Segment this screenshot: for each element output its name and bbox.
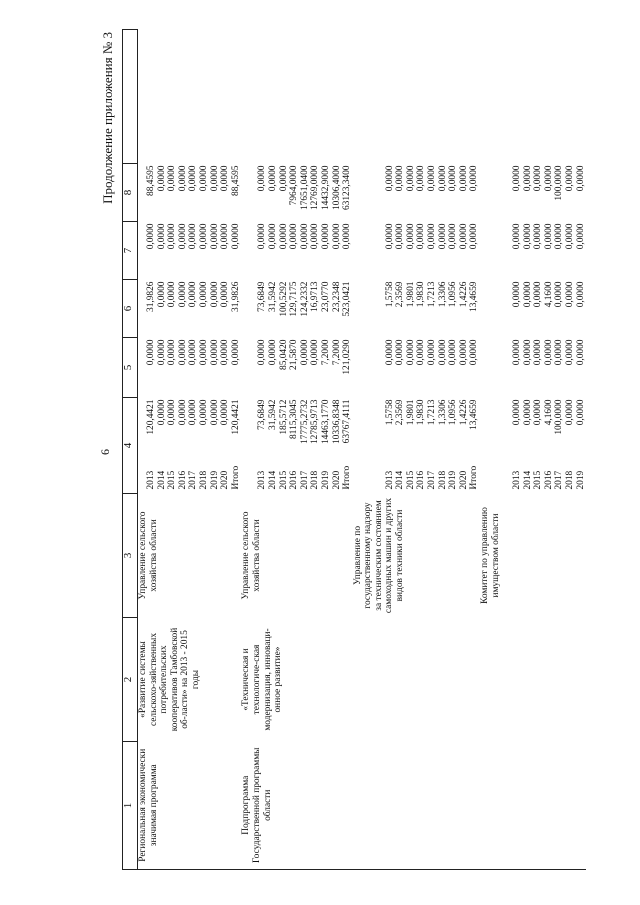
program-name-cell-text: «Техническая и технологиче-ская модернизация, инноваци-онное развитие» bbox=[241, 628, 284, 731]
total-cell-value: 8115,3045 bbox=[289, 399, 300, 439]
total-cell bbox=[480, 398, 586, 458]
local-cell-value: 0,0000 bbox=[310, 223, 321, 250]
federal-cell-value: 0,0000 bbox=[554, 339, 565, 366]
federal-cell-value: 0,0000 bbox=[257, 339, 268, 366]
local-cell-value: 0,0000 bbox=[257, 223, 268, 250]
year-cell-value: 2016 bbox=[543, 470, 554, 490]
year-cell bbox=[241, 458, 352, 494]
extra-cell-value: 0,0000 bbox=[458, 165, 469, 192]
total-cell-value: 17775,2732 bbox=[299, 399, 310, 445]
local-cell-value: 0,0000 bbox=[177, 223, 188, 250]
federal-cell-value: 0,0000 bbox=[543, 339, 554, 366]
extra-cell-value: 100,0000 bbox=[554, 165, 565, 201]
local-cell bbox=[138, 222, 242, 280]
regional-cell bbox=[241, 280, 352, 338]
regional-cell-value: 31,9826 bbox=[146, 281, 156, 312]
executor-cell bbox=[480, 494, 586, 618]
local-cell-value: 0,0000 bbox=[146, 223, 156, 250]
extra-cell-value: 0,0000 bbox=[512, 165, 523, 192]
federal-cell-value: 0,0000 bbox=[299, 339, 310, 366]
executor-cell-text: Управление сельского хозяйства области bbox=[138, 511, 159, 600]
extra-cell bbox=[241, 164, 352, 222]
table-body bbox=[138, 30, 587, 870]
regional-cell-value: 0,0000 bbox=[220, 281, 231, 308]
year-cell-value: 2018 bbox=[198, 470, 209, 490]
year-cell-value: 2020 bbox=[220, 470, 231, 490]
federal-cell-value: 0,0000 bbox=[448, 339, 459, 366]
page-number: 6 bbox=[98, 449, 112, 455]
spacer-cell bbox=[480, 30, 586, 164]
regional-cell-value: 1,3306 bbox=[437, 281, 448, 308]
extra-cell-value: 10306,4000 bbox=[331, 165, 342, 211]
header-cell: 2 bbox=[123, 618, 138, 742]
total-cell-value: 63767,4111 bbox=[342, 399, 353, 444]
federal-cell-value: 0,0000 bbox=[146, 339, 156, 366]
table-row bbox=[353, 30, 480, 870]
regional-cell-value: 0,0000 bbox=[156, 281, 167, 308]
executor-cell bbox=[353, 494, 480, 618]
table-row bbox=[241, 30, 352, 870]
year-cell-value: Итого bbox=[469, 465, 480, 490]
extra-cell-value: 0,0000 bbox=[522, 165, 533, 192]
total-cell bbox=[241, 398, 352, 458]
federal-cell-value: 85,0420 bbox=[278, 339, 289, 370]
year-cell-value: 2016 bbox=[289, 470, 300, 490]
year-cell-value: 2019 bbox=[209, 470, 220, 490]
extra-cell-value: 0,0000 bbox=[575, 165, 586, 192]
local-cell-value: 0,0000 bbox=[289, 223, 300, 250]
federal-cell-value: 0,0000 bbox=[188, 339, 199, 366]
spacer-cell bbox=[138, 30, 242, 164]
local-cell-value: 0,0000 bbox=[448, 223, 459, 250]
federal-cell-value: 121,0290 bbox=[342, 339, 353, 375]
local-cell-value: 0,0000 bbox=[512, 223, 523, 250]
regional-cell-value: 0,0000 bbox=[554, 281, 565, 308]
federal-cell-value: 0,0000 bbox=[575, 339, 586, 366]
federal-cell bbox=[138, 338, 242, 398]
regional-cell-value: 0,0000 bbox=[512, 281, 523, 308]
total-cell-value: 4,1600 bbox=[543, 399, 554, 426]
year-cell-value: 2020 bbox=[458, 470, 469, 490]
regional-cell-value: 13,4659 bbox=[469, 281, 480, 312]
total-cell-value: 13,4659 bbox=[469, 399, 480, 430]
extra-cell-value: 0,0000 bbox=[416, 165, 427, 192]
federal-cell-value: 0,0000 bbox=[267, 339, 278, 366]
federal-cell-value: 7,2000 bbox=[331, 339, 342, 366]
local-cell-value: 0,0000 bbox=[437, 223, 448, 250]
header-cell: 4 bbox=[123, 398, 138, 494]
extra-cell-value: 0,0000 bbox=[384, 165, 395, 192]
federal-cell-value: 0,0000 bbox=[458, 339, 469, 366]
table-header bbox=[123, 30, 138, 870]
extra-cell-value: 0,0000 bbox=[156, 165, 167, 192]
year-cell-value: 2013 bbox=[257, 470, 268, 490]
federal-cell-value: 0,0000 bbox=[512, 339, 523, 366]
regional-cell-value: 124,2332 bbox=[299, 281, 310, 317]
year-cell bbox=[138, 458, 242, 494]
executor-cell bbox=[138, 494, 242, 618]
regional-cell-value: 0,0000 bbox=[209, 281, 220, 308]
regional-cell-value: 1,9830 bbox=[416, 281, 427, 308]
total-cell-value: 0,0000 bbox=[522, 399, 533, 426]
federal-cell-value: 0,0000 bbox=[416, 339, 427, 366]
total-cell bbox=[138, 398, 242, 458]
extra-cell-value: 0,0000 bbox=[437, 165, 448, 192]
total-cell-value: 120,4421 bbox=[230, 399, 241, 435]
local-cell-value: 0,0000 bbox=[384, 223, 395, 250]
header-cell: 7 bbox=[123, 222, 138, 280]
local-cell-value: 0,0000 bbox=[188, 223, 199, 250]
total-cell-value: 100,0000 bbox=[554, 399, 565, 435]
executor-cell bbox=[241, 494, 352, 618]
spacer-cell bbox=[241, 30, 352, 164]
extra-cell bbox=[353, 164, 480, 222]
year-cell-value: 2014 bbox=[267, 470, 278, 490]
program-type-cell bbox=[480, 742, 586, 870]
regional-cell bbox=[138, 280, 242, 338]
regional-cell-value: 1,9801 bbox=[405, 281, 416, 308]
year-cell-value: 2018 bbox=[565, 470, 575, 490]
regional-cell-value: 0,0000 bbox=[167, 281, 178, 308]
federal-cell-value: 0,0000 bbox=[209, 339, 220, 366]
year-cell-value: 2014 bbox=[395, 470, 406, 490]
federal-cell-value: 0,0000 bbox=[156, 339, 167, 366]
program-name-cell bbox=[480, 618, 586, 742]
federal-cell-value: 0,0000 bbox=[230, 339, 241, 366]
local-cell-value: 0,0000 bbox=[575, 223, 586, 250]
extra-cell-value: 0,0000 bbox=[405, 165, 416, 192]
extra-cell-value: 0,0000 bbox=[188, 165, 199, 192]
executor-cell-text: Управление сельского хозяйства области bbox=[241, 511, 262, 600]
total-cell-value: 185,5712 bbox=[278, 399, 289, 435]
local-cell-value: 0,0000 bbox=[427, 223, 438, 250]
federal-cell-value: 0,0000 bbox=[220, 339, 231, 366]
extra-cell-value: 0,0000 bbox=[209, 165, 220, 192]
total-cell-value: 12785,9713 bbox=[310, 399, 321, 445]
extra-cell-value: 0,0000 bbox=[565, 165, 575, 192]
local-cell-value: 0,0000 bbox=[278, 223, 289, 250]
local-cell-value: 0,0000 bbox=[198, 223, 209, 250]
year-cell-value: 2013 bbox=[146, 470, 156, 490]
total-cell-value: 1,9830 bbox=[416, 399, 427, 426]
year-cell-value: 2017 bbox=[188, 470, 199, 490]
year-cell-value: 2014 bbox=[522, 470, 533, 490]
regional-cell-value: 1,7213 bbox=[427, 281, 438, 308]
regional-cell-value: 0,0000 bbox=[177, 281, 188, 308]
local-cell-value: 0,0000 bbox=[405, 223, 416, 250]
header-cell: 1 bbox=[123, 742, 138, 870]
total-cell-value: 120,4421 bbox=[146, 399, 156, 435]
year-cell bbox=[480, 458, 586, 494]
continuation-caption: Продолжение приложения № 3 bbox=[100, 32, 115, 204]
program-name-cell bbox=[138, 618, 242, 742]
local-cell-value: 0,0000 bbox=[320, 223, 331, 250]
local-cell bbox=[241, 222, 352, 280]
total-cell-value: 0,0000 bbox=[575, 399, 586, 426]
regional-cell-value: 100,5292 bbox=[278, 281, 289, 317]
total-cell-value: 0,0000 bbox=[198, 399, 209, 426]
extra-cell bbox=[138, 164, 242, 222]
federal-cell-value: 0,0000 bbox=[310, 339, 321, 366]
year-cell-value: 2015 bbox=[167, 470, 178, 490]
program-name-cell-text: «Развитие системы сельскохо-зяйственных потребительских кооперативов Тамбовской об-ласти» на 2013 - 2015 годы bbox=[138, 627, 201, 732]
total-cell-value: 0,0000 bbox=[533, 399, 544, 426]
total-cell-value: 0,0000 bbox=[512, 399, 523, 426]
header-cell: 3 bbox=[123, 494, 138, 618]
local-cell-value: 0,0000 bbox=[220, 223, 231, 250]
extra-cell-value: 0,0000 bbox=[278, 165, 289, 192]
year-cell-value: 2016 bbox=[416, 470, 427, 490]
local-cell-value: 0,0000 bbox=[469, 223, 480, 250]
year-cell-value: 2015 bbox=[405, 470, 416, 490]
extra-cell-value: 88,4595 bbox=[230, 165, 241, 196]
total-cell-value: 1,5758 bbox=[384, 399, 395, 426]
federal-cell-value: 0,0000 bbox=[427, 339, 438, 366]
total-cell-value: 10336,8348 bbox=[331, 399, 342, 445]
program-type-cell-text: Региональная экономически значимая программа bbox=[138, 748, 159, 862]
regional-cell-value: 0,0000 bbox=[575, 281, 586, 308]
regional-cell-value: 523,0421 bbox=[342, 281, 353, 317]
program-type-cell bbox=[241, 742, 352, 870]
year-cell-value: 2019 bbox=[320, 470, 331, 490]
local-cell-value: 0,0000 bbox=[522, 223, 533, 250]
extra-cell-value: 0,0000 bbox=[395, 165, 406, 192]
total-cell-value: 14463,1770 bbox=[320, 399, 331, 445]
extra-cell-value: 0,0000 bbox=[177, 165, 188, 192]
table-row bbox=[138, 30, 242, 870]
year-cell-value: 2016 bbox=[177, 470, 188, 490]
year-cell-value: 2015 bbox=[278, 470, 289, 490]
year-cell-value: 2017 bbox=[427, 470, 438, 490]
federal-cell bbox=[480, 338, 586, 398]
federal-cell-value: 0,0000 bbox=[177, 339, 188, 366]
rotated-page bbox=[98, 30, 586, 870]
regional-cell bbox=[480, 280, 586, 338]
extra-cell-value: 0,0000 bbox=[257, 165, 268, 192]
regional-cell-value: 73,6849 bbox=[257, 281, 268, 312]
extra-cell-value: 88,4595 bbox=[146, 165, 156, 196]
total-cell-value: 0,0000 bbox=[156, 399, 167, 426]
executor-cell-text: Комитет по управлению имуществом области bbox=[480, 507, 501, 604]
local-cell bbox=[353, 222, 480, 280]
federal-cell-value: 0,0000 bbox=[522, 339, 533, 366]
total-cell-value: 31,5942 bbox=[267, 399, 278, 430]
regional-cell-value: 31,5942 bbox=[267, 281, 278, 312]
local-cell-value: 0,0000 bbox=[267, 223, 278, 250]
regional-cell-value: 0,0000 bbox=[565, 281, 575, 308]
total-cell-value: 73,6849 bbox=[257, 399, 268, 430]
local-cell-value: 0,0000 bbox=[209, 223, 220, 250]
federal-cell-value: 0,0000 bbox=[198, 339, 209, 366]
regional-cell-value: 1,0956 bbox=[448, 281, 459, 308]
local-cell-value: 0,0000 bbox=[416, 223, 427, 250]
regional-cell-value: 31,9826 bbox=[230, 281, 241, 312]
federal-cell-value: 0,0000 bbox=[437, 339, 448, 366]
regional-cell-value: 0,0000 bbox=[533, 281, 544, 308]
extra-cell-value: 14432,9000 bbox=[320, 165, 331, 211]
executor-cell-text: Управление по государственному надзору за техническим состоянием самоходных машин и других видов техники области bbox=[352, 497, 406, 614]
total-cell-value: 1,7213 bbox=[427, 399, 438, 426]
local-cell-value: 0,0000 bbox=[156, 223, 167, 250]
extra-cell-value: 12769,0000 bbox=[310, 165, 321, 211]
total-cell-value: 0,0000 bbox=[565, 399, 575, 426]
extra-cell-value: 0,0000 bbox=[427, 165, 438, 192]
local-cell-value: 0,0000 bbox=[342, 223, 353, 250]
regional-cell-value: 23,0770 bbox=[320, 281, 331, 312]
year-cell-value: 2015 bbox=[533, 470, 544, 490]
total-cell-value: 2,3569 bbox=[395, 399, 406, 426]
federal-cell-value: 0,0000 bbox=[384, 339, 395, 366]
extra-cell-value: 0,0000 bbox=[533, 165, 544, 192]
local-cell-value: 0,0000 bbox=[395, 223, 406, 250]
year-cell-value: 2017 bbox=[299, 470, 310, 490]
extra-cell-value: 0,0000 bbox=[469, 165, 480, 192]
local-cell-value: 0,0000 bbox=[458, 223, 469, 250]
federal-cell-value: 7,2000 bbox=[320, 339, 331, 366]
extra-cell-value: 0,0000 bbox=[220, 165, 231, 192]
local-cell-value: 0,0000 bbox=[167, 223, 178, 250]
regional-cell-value: 129,7175 bbox=[289, 281, 300, 317]
program-type-cell bbox=[353, 742, 480, 870]
local-cell-value: 0,0000 bbox=[533, 223, 544, 250]
local-cell-value: 0,0000 bbox=[299, 223, 310, 250]
year-cell bbox=[353, 458, 480, 494]
total-cell bbox=[353, 398, 480, 458]
regional-cell-value: 16,9713 bbox=[310, 281, 321, 312]
extra-cell bbox=[480, 164, 586, 222]
total-cell-value: 1,4226 bbox=[458, 399, 469, 426]
header-cell: 8 bbox=[123, 164, 138, 222]
year-cell-value: 2019 bbox=[575, 470, 586, 490]
year-cell-value: 2017 bbox=[554, 470, 565, 490]
regional-cell-value: 2,3569 bbox=[395, 281, 406, 308]
year-cell-value: 2013 bbox=[512, 470, 523, 490]
regional-cell-value: 1,4226 bbox=[458, 281, 469, 308]
federal-cell bbox=[353, 338, 480, 398]
federal-cell-value: 21,5870 bbox=[289, 339, 300, 370]
extra-cell-value: 0,0000 bbox=[543, 165, 554, 192]
total-cell-value: 0,0000 bbox=[177, 399, 188, 426]
year-cell-value: Итого bbox=[342, 465, 353, 490]
total-cell-value: 1,3306 bbox=[437, 399, 448, 426]
federal-cell-value: 0,0000 bbox=[395, 339, 406, 366]
extra-cell-value: 63123,3400 bbox=[342, 165, 353, 211]
federal-cell bbox=[241, 338, 352, 398]
year-cell-value: 2018 bbox=[437, 470, 448, 490]
federal-cell-value: 0,0000 bbox=[533, 339, 544, 366]
regional-cell-value: 0,0000 bbox=[198, 281, 209, 308]
extra-cell-value: 0,0000 bbox=[167, 165, 178, 192]
federal-cell-value: 0,0000 bbox=[405, 339, 416, 366]
regional-cell-value: 4,1600 bbox=[543, 281, 554, 308]
year-cell-value: 2020 bbox=[331, 470, 342, 490]
total-cell-value: 0,0000 bbox=[167, 399, 178, 426]
extra-cell-value: 17651,0400 bbox=[299, 165, 310, 211]
extra-cell-value: 7964,0000 bbox=[289, 165, 300, 206]
budget-table bbox=[122, 29, 586, 870]
total-cell-value: 0,0000 bbox=[220, 399, 231, 426]
federal-cell-value: 0,0000 bbox=[167, 339, 178, 366]
local-cell-value: 0,0000 bbox=[565, 223, 575, 250]
extra-cell-value: 0,0000 bbox=[448, 165, 459, 192]
federal-cell-value: 0,0000 bbox=[565, 339, 575, 366]
year-cell-value: 2014 bbox=[156, 470, 167, 490]
total-cell-value: 1,9801 bbox=[405, 399, 416, 426]
regional-cell bbox=[353, 280, 480, 338]
regional-cell-value: 0,0000 bbox=[188, 281, 199, 308]
program-type-cell-text: Подпрограмма Государственной программы области bbox=[241, 747, 273, 863]
extra-cell-value: 0,0000 bbox=[198, 165, 209, 192]
regional-cell-value: 23,2348 bbox=[331, 281, 342, 312]
local-cell-value: 0,0000 bbox=[543, 223, 554, 250]
regional-cell-value: 1,5758 bbox=[384, 281, 395, 308]
local-cell-value: 0,0000 bbox=[230, 223, 241, 250]
local-cell bbox=[480, 222, 586, 280]
total-cell-value: 0,0000 bbox=[209, 399, 220, 426]
header-spacer bbox=[123, 30, 138, 164]
table-row bbox=[480, 30, 586, 870]
extra-cell-value: 0,0000 bbox=[267, 165, 278, 192]
header-cell: 5 bbox=[123, 338, 138, 398]
total-cell-value: 1,0956 bbox=[448, 399, 459, 426]
header-cell: 6 bbox=[123, 280, 138, 338]
regional-cell-value: 0,0000 bbox=[522, 281, 533, 308]
year-cell-value: 2013 bbox=[384, 470, 395, 490]
total-cell-value: 0,0000 bbox=[188, 399, 199, 426]
federal-cell-value: 0,0000 bbox=[469, 339, 480, 366]
program-name-cell bbox=[241, 618, 352, 742]
year-cell-value: 2019 bbox=[448, 470, 459, 490]
year-cell-value: Итого bbox=[230, 465, 241, 490]
local-cell-value: 0,0000 bbox=[554, 223, 565, 250]
program-name-cell bbox=[353, 618, 480, 742]
year-cell-value: 2018 bbox=[310, 470, 321, 490]
spacer-cell bbox=[353, 30, 480, 164]
program-type-cell bbox=[138, 742, 242, 870]
local-cell-value: 0,0000 bbox=[331, 223, 342, 250]
